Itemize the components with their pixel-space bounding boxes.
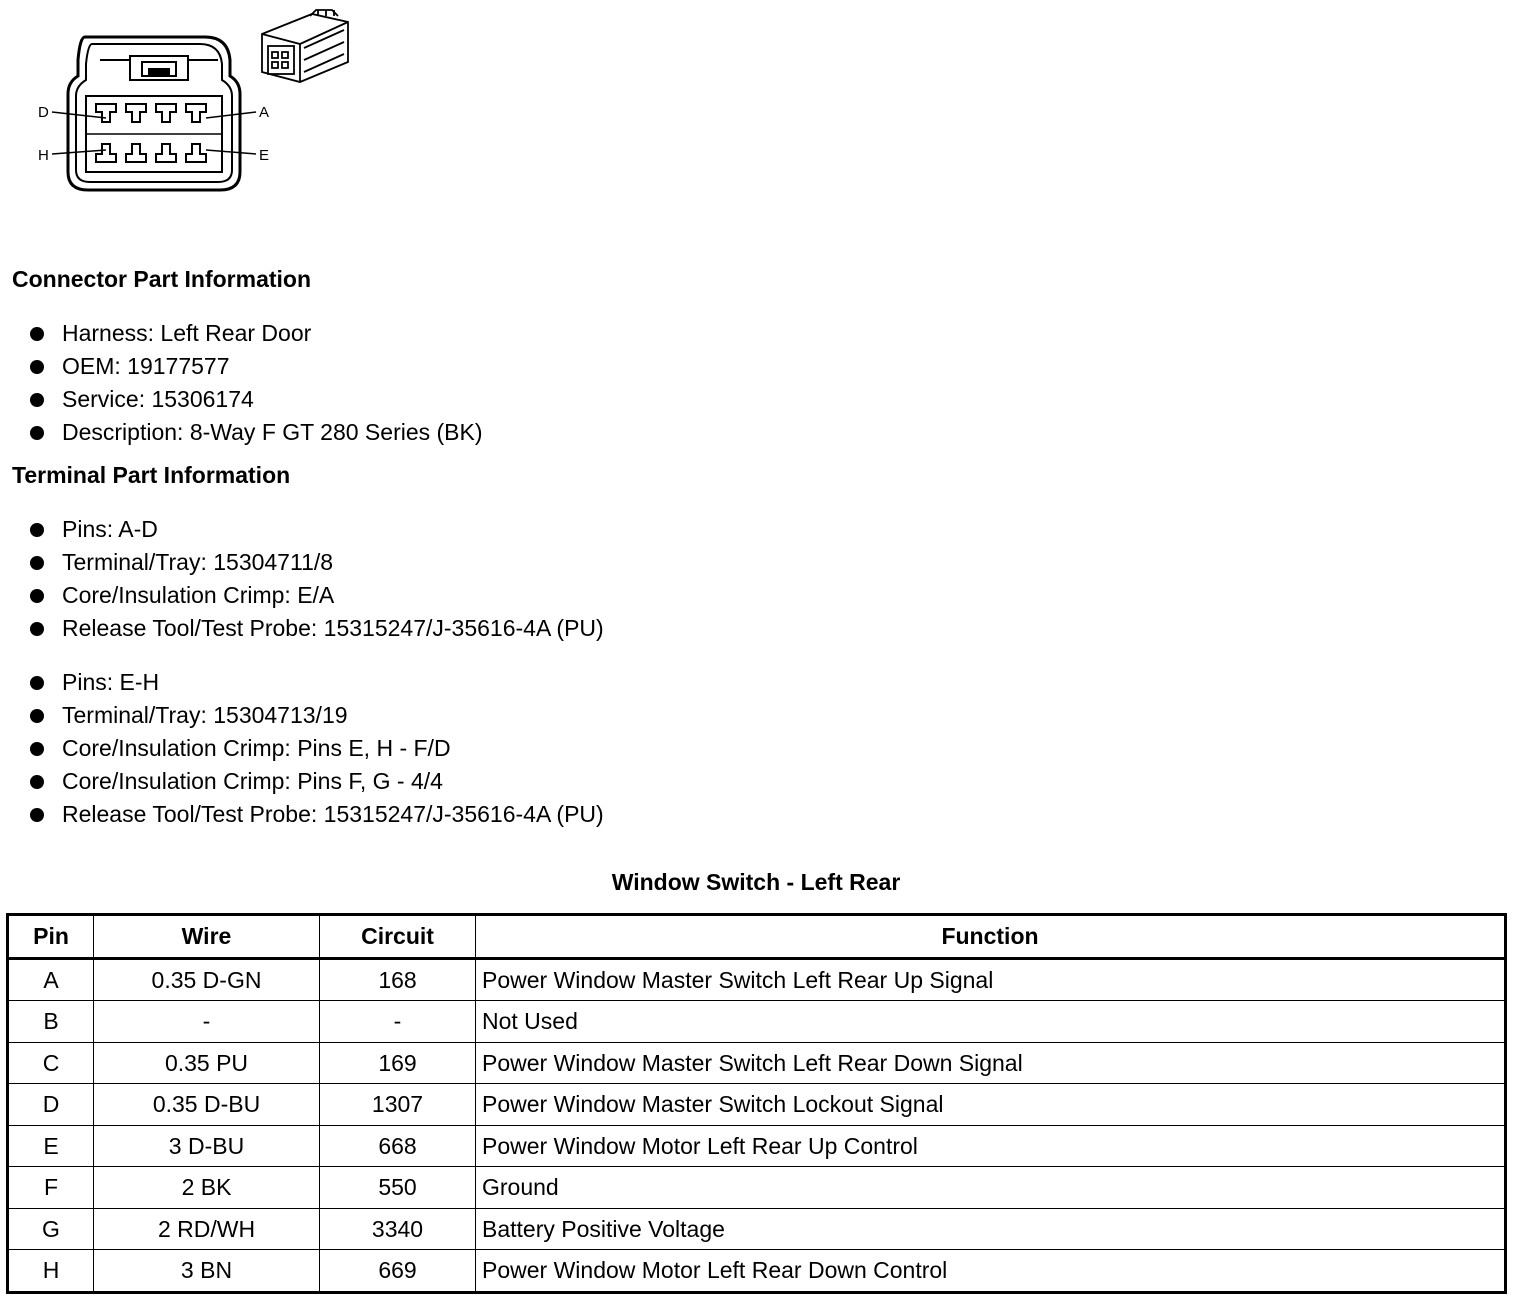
terminal-info-item: Terminal/Tray: 15304711/8 [28, 546, 604, 579]
cell-pin: H [8, 1250, 94, 1293]
cell-circuit: 550 [320, 1167, 476, 1209]
terminal-info-item: Pins: E-H [28, 666, 604, 699]
pin-label-h: H [38, 147, 49, 164]
cell-circuit: 669 [320, 1250, 476, 1293]
cell-function: Power Window Motor Left Rear Up Control [476, 1125, 1506, 1167]
table-header-row [8, 915, 1506, 959]
cell-wire: 2 RD/WH [94, 1208, 320, 1250]
cell-function: Battery Positive Voltage [476, 1208, 1506, 1250]
cell-pin: B [8, 1001, 94, 1043]
cell-pin: C [8, 1042, 94, 1084]
terminal-info-list-group1 [28, 513, 604, 645]
table-row [8, 958, 1506, 1001]
cell-function: Power Window Master Switch Left Rear Up Signal [476, 958, 1506, 1001]
connector-diagram [30, 4, 370, 200]
table-row [8, 1042, 1506, 1084]
cell-circuit: 668 [320, 1125, 476, 1167]
terminal-info-item: Release Tool/Test Probe: 15315247/J-35616-4A (PU) [28, 612, 604, 645]
connector-info-item: OEM: 19177577 [28, 350, 483, 383]
cell-wire: 0.35 PU [94, 1042, 320, 1084]
connector-info-list [28, 317, 483, 449]
table-row [8, 1001, 1506, 1043]
cell-pin: G [8, 1208, 94, 1250]
terminal-info-list-group2 [28, 666, 604, 831]
table-row [8, 1167, 1506, 1209]
cell-function: Ground [476, 1167, 1506, 1209]
cell-wire: - [94, 1001, 320, 1043]
cell-wire: 0.35 D-BU [94, 1084, 320, 1126]
terminal-info-item: Release Tool/Test Probe: 15315247/J-35616-4A (PU) [28, 798, 604, 831]
terminal-info-item: Core/Insulation Crimp: E/A [28, 579, 604, 612]
terminal-info-item: Core/Insulation Crimp: Pins F, G - 4/4 [28, 765, 604, 798]
cell-pin: A [8, 958, 94, 1001]
header-function: Function [476, 915, 1506, 959]
terminal-info-item: Core/Insulation Crimp: Pins E, H - F/D [28, 732, 604, 765]
terminal-info-item: Terminal/Tray: 15304713/19 [28, 699, 604, 732]
cell-function: Power Window Master Switch Left Rear Down Signal [476, 1042, 1506, 1084]
header-circuit: Circuit [320, 915, 476, 959]
terminal-info-item: Pins: A-D [28, 513, 604, 546]
cell-wire: 3 D-BU [94, 1125, 320, 1167]
cell-pin: E [8, 1125, 94, 1167]
table-row [8, 1250, 1506, 1293]
header-wire: Wire [94, 915, 320, 959]
cell-pin: D [8, 1084, 94, 1126]
cell-wire: 0.35 D-GN [94, 958, 320, 1001]
cell-circuit: 169 [320, 1042, 476, 1084]
cell-function: Power Window Master Switch Lockout Signal [476, 1084, 1506, 1126]
pin-label-a: A [259, 104, 270, 121]
connector-info-item: Service: 15306174 [28, 383, 483, 416]
top-row-cavities [96, 104, 206, 122]
table-row [8, 1125, 1506, 1167]
table-row [8, 1208, 1506, 1250]
cell-circuit: 3340 [320, 1208, 476, 1250]
pin-label-e: E [259, 147, 270, 164]
bottom-row-cavities [96, 144, 206, 162]
pinout-table [6, 913, 1507, 1294]
connector-info-title: Connector Part Information [12, 266, 312, 292]
connector-3d-view [262, 10, 348, 82]
pinout-table-title: Window Switch - Left Rear [611, 869, 901, 895]
cell-wire: 2 BK [94, 1167, 320, 1209]
cell-circuit: 1307 [320, 1084, 476, 1126]
cell-circuit: 168 [320, 958, 476, 1001]
cell-function: Not Used [476, 1001, 1506, 1043]
cell-pin: F [8, 1167, 94, 1209]
cell-circuit: - [320, 1001, 476, 1043]
terminal-info-title: Terminal Part Information [12, 462, 291, 488]
cell-wire: 3 BN [94, 1250, 320, 1293]
connector-info-item: Harness: Left Rear Door [28, 317, 483, 350]
cell-function: Power Window Motor Left Rear Down Control [476, 1250, 1506, 1293]
table-row [8, 1084, 1506, 1126]
connector-info-item: Description: 8-Way F GT 280 Series (BK) [28, 416, 483, 449]
pin-label-d: D [38, 104, 49, 121]
header-pin: Pin [8, 915, 94, 959]
